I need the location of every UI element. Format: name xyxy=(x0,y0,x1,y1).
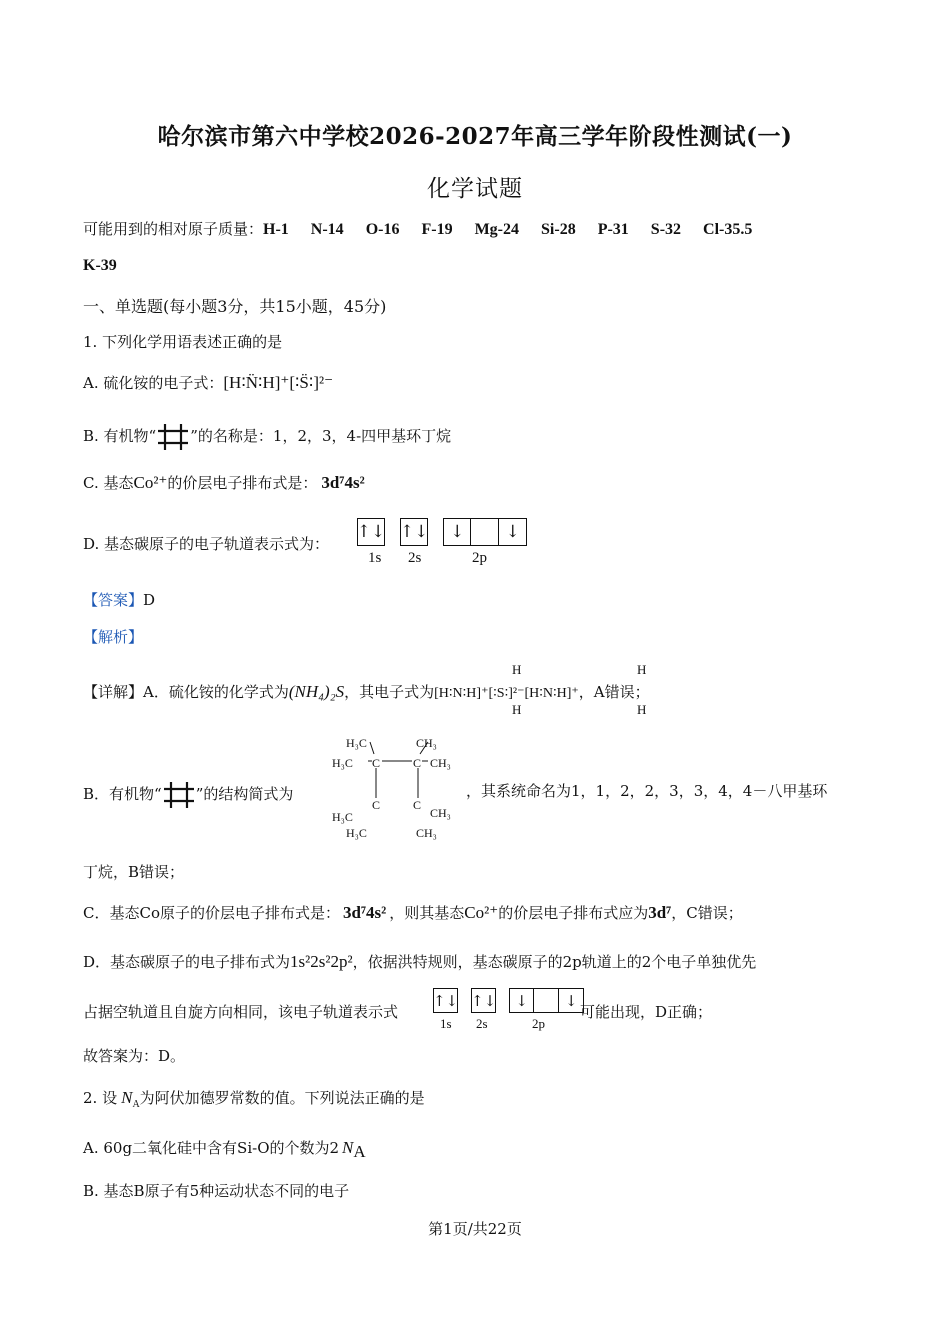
q1-option-c xyxy=(83,472,365,493)
detail-tag: 【详解】 xyxy=(83,683,144,701)
cyclobutane-skeletal-icon xyxy=(162,780,196,810)
avogadro-subscript: A xyxy=(132,1099,140,1110)
q2-option-b: B. 基态B原子有5种运动状态不同的电子 xyxy=(83,1182,350,1200)
struct-h3c-g: H₃C xyxy=(346,826,367,840)
masses-label: 可能用到的相对原子质量： xyxy=(83,220,264,238)
orbital-label-1s: 1s xyxy=(440,1016,452,1031)
option-b-suffix: ”的名称是：1，2，3，4-四甲基环丁烷 xyxy=(190,427,452,445)
detail-a-text: A．硫化铵的化学式为 xyxy=(143,683,289,701)
option-b-prefix: B. 有机物“ xyxy=(83,427,157,445)
orbital-2p-1: ↓ xyxy=(509,988,534,1013)
co-ion: Co²⁺ xyxy=(464,903,499,922)
answer-value: D xyxy=(143,591,156,609)
struct-h3c-a: H₃C xyxy=(346,736,367,750)
avogadro-subscript: A xyxy=(353,1142,366,1161)
h-bottom-2: H xyxy=(637,702,647,717)
q1-option-b xyxy=(83,422,451,452)
mass-item: Si-28 xyxy=(541,221,576,238)
h-top-1: H xyxy=(512,662,522,677)
q2-option-a-text: A. 60g二氧化硅中含有Si-O的个数为2 xyxy=(83,1139,340,1157)
struct-c1: C xyxy=(372,756,381,770)
q1-option-a xyxy=(83,372,333,393)
detail-a-text2: ，其电子式为 xyxy=(344,683,435,701)
detail-a xyxy=(83,681,650,702)
detail-d-text1: D．基态碳原子的电子排布式为 xyxy=(83,953,291,971)
answer-line xyxy=(83,589,155,610)
detail-d-line2 xyxy=(83,1001,398,1022)
detail-a-text3: ，A错误； xyxy=(578,683,650,701)
h-top-2: H xyxy=(637,662,647,677)
electron-config: 3d⁷4s² xyxy=(321,473,365,492)
question-2-stem xyxy=(83,1087,425,1110)
orbital-label-2s: 2s xyxy=(476,1016,488,1031)
mass-item: F-19 xyxy=(421,221,453,238)
page-number: 第1页/共22页 xyxy=(428,1220,522,1238)
analysis-tag: 【解析】 xyxy=(83,628,144,646)
struct-ch3-h: CH₃ xyxy=(416,826,437,840)
detail-c-text2: ，则其基态 xyxy=(389,904,465,922)
struct-ch3-b: CH₃ xyxy=(416,736,437,750)
detail-electron-formula: [H∶N∶H]⁺[∶S∶]²⁻[H∶N∶H]⁺ xyxy=(434,686,579,701)
avogadro-symbol: N xyxy=(342,1138,354,1157)
detail-b-text2: ”的结构简式为 xyxy=(195,785,294,803)
orbital-label-2p: 2p xyxy=(532,1016,545,1031)
mass-item: Mg-24 xyxy=(474,221,520,238)
detail-b-text3: ，其系统命名为1，1，2，2，3，3，4，4－八甲基环 xyxy=(466,782,828,800)
section-heading: 一、单选题(每小题3分，共15小题，45分) xyxy=(83,297,387,316)
mass-item: Cl-35.5 xyxy=(703,221,753,238)
mass-item: N-14 xyxy=(310,221,344,238)
detail-c-text1: C．基态Co原子的价层电子排布式是： xyxy=(83,904,340,922)
struct-c3: C xyxy=(372,798,381,812)
struct-c2: C xyxy=(413,756,422,770)
detail-c xyxy=(83,902,743,923)
conclusion: 故答案为：D。 xyxy=(83,1047,186,1065)
orbital-1s: ↑↓ xyxy=(433,988,458,1013)
orbital-diagram-small xyxy=(433,988,584,1013)
avogadro-symbol: N xyxy=(121,1088,133,1107)
answer-tag: 【答案】 xyxy=(83,591,144,609)
q1-option-d: D. 基态碳原子的电子轨道表示式为： xyxy=(83,535,330,553)
option-a-label: A. 硫化铵的电子式： xyxy=(83,374,224,392)
orbital-2s: ↑↓ xyxy=(400,518,428,546)
detail-d-text3: 占据空轨道且自旋方向相同，该电子轨道表示式 xyxy=(83,1003,399,1021)
co-ion: Co²⁺ xyxy=(133,473,168,492)
electron-formula: [H∶N̈∶H]⁺[∶S̈∶]²⁻ xyxy=(223,373,334,392)
orbital-2p-2 xyxy=(534,988,559,1013)
q2-option-a xyxy=(83,1137,366,1162)
orbital-label-2s: 2s xyxy=(408,550,422,566)
option-c-prefix: C. 基态 xyxy=(83,474,134,492)
structural-formula xyxy=(332,732,462,844)
atomic-masses xyxy=(83,218,752,239)
q2-suffix: 为阿伏加德罗常数的值。下列说法正确的是 xyxy=(139,1089,425,1107)
detail-d xyxy=(83,951,756,972)
struct-h3c-c: H₃C xyxy=(332,756,353,770)
mass-item: H-1 xyxy=(263,221,289,238)
mass-item: P-31 xyxy=(597,221,629,238)
orbital-2p-3: ↓ xyxy=(499,518,527,546)
detail-b-text4: 丁烷，B错误； xyxy=(83,863,185,881)
co-atom-config: 3d⁷4s² xyxy=(343,903,387,922)
nh4-formula: (NH₄)₂S xyxy=(288,682,345,701)
orbital-diagram xyxy=(357,518,527,546)
detail-d-text4: 可能出现，D正确； xyxy=(580,1003,713,1021)
detail-c-text3: 的价层电子排布式应为 xyxy=(498,904,649,922)
option-c-middle: 的价层电子排布式是： xyxy=(167,474,318,492)
co-ion-config: 3d⁷ xyxy=(648,903,672,922)
page-subtitle: 化学试题 xyxy=(427,176,523,202)
orbital-label-2p: 2p xyxy=(472,550,487,566)
orbital-2s: ↑↓ xyxy=(471,988,496,1013)
orbital-label-1s: 1s xyxy=(368,550,382,566)
q2-prefix: 2. 设 xyxy=(83,1089,118,1107)
mass-item-wrap: K-39 xyxy=(83,257,117,274)
carbon-config: 1s²2s²2p² xyxy=(290,952,353,971)
struct-ch3-d: CH₃ xyxy=(430,756,451,770)
orbital-2p-2 xyxy=(471,518,499,546)
question-1-stem: 1. 下列化学用语表述正确的是 xyxy=(83,333,283,351)
page-title: 哈尔滨市第六中学校2026-2027年高三学年阶段性测试(一) xyxy=(157,123,793,150)
mass-item: O-16 xyxy=(365,221,400,238)
orbital-2p-1: ↓ xyxy=(443,518,471,546)
struct-ch3-f: CH₃ xyxy=(430,806,451,820)
detail-d-text2: ，依据洪特规则，基态碳原子的2p轨道上的2个电子单独优先 xyxy=(352,953,757,971)
mass-item: S-32 xyxy=(650,221,682,238)
orbital-2p-3: ↓ xyxy=(559,988,584,1013)
cyclobutane-skeletal-icon xyxy=(156,422,190,452)
detail-c-text4: ，C错误； xyxy=(671,904,743,922)
detail-b xyxy=(83,780,293,810)
struct-c4: C xyxy=(413,798,422,812)
h-bottom-1: H xyxy=(512,702,522,717)
orbital-1s: ↑↓ xyxy=(357,518,385,546)
struct-h3c-e: H₃C xyxy=(332,810,353,824)
detail-b-text1: B．有机物“ xyxy=(83,785,162,803)
